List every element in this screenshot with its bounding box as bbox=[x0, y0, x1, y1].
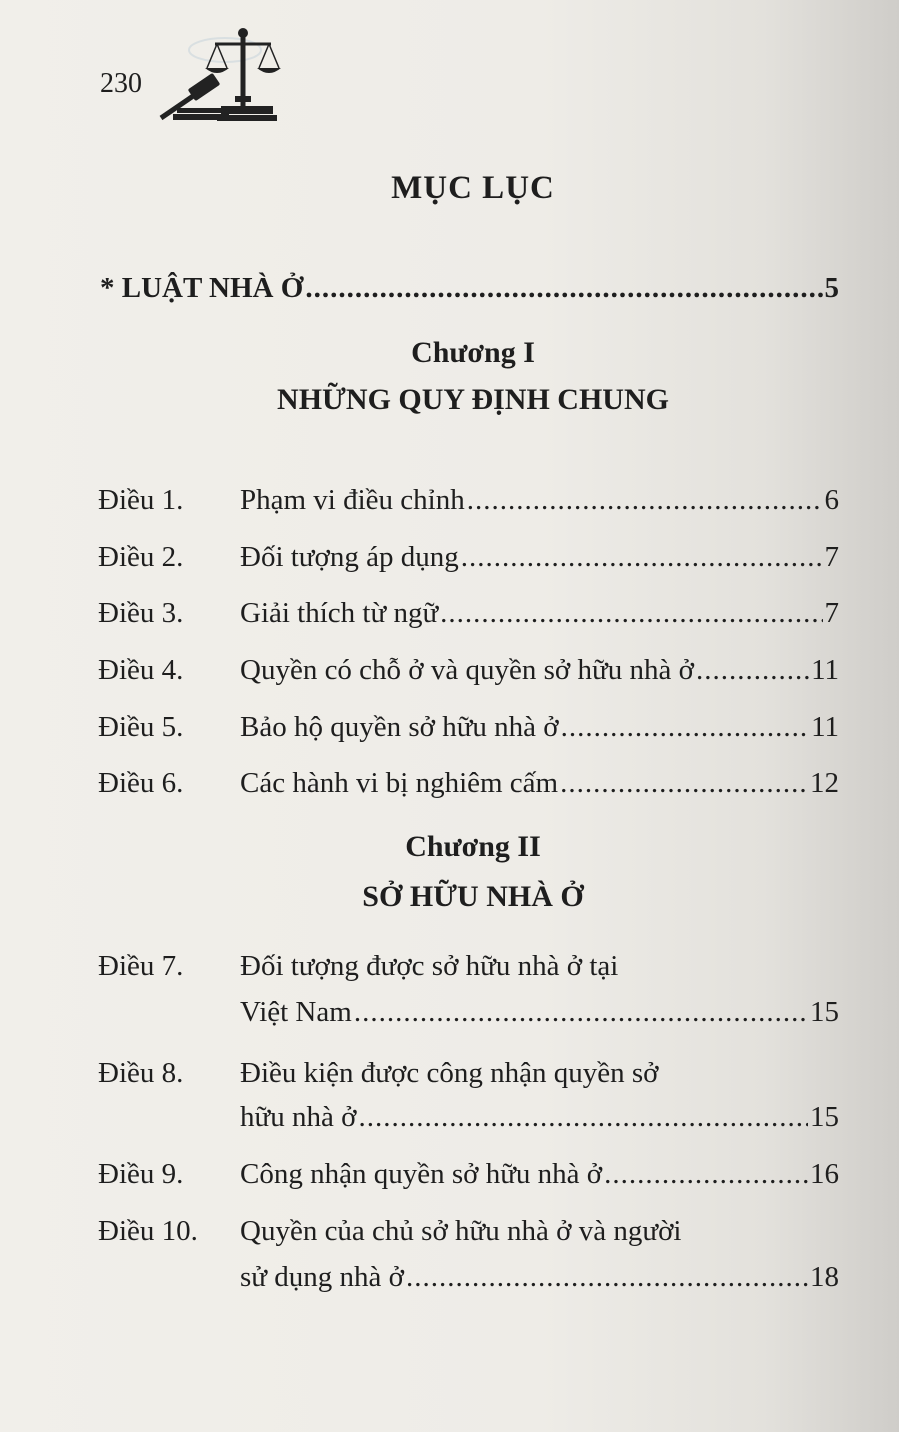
toc-entry-part[interactable] bbox=[100, 270, 839, 306]
article-number: Điều 4. bbox=[98, 654, 184, 686]
table-of-contents-title: MỤC LỤC bbox=[391, 170, 555, 206]
page-number: 230 bbox=[100, 68, 142, 99]
article-title: Phạm vi điều chỉnh bbox=[240, 484, 465, 516]
article-page: 7 bbox=[824, 597, 839, 629]
dot-leader bbox=[440, 595, 822, 631]
dot-leader bbox=[467, 482, 823, 518]
scales-of-justice-gavel-icon bbox=[155, 22, 285, 122]
article-title-line-2: sử dụng nhà ở bbox=[240, 1261, 404, 1293]
article-title-line-2: Việt Nam bbox=[240, 996, 352, 1028]
dot-leader bbox=[604, 1156, 808, 1192]
toc-entry-article-10[interactable] bbox=[98, 1213, 839, 1303]
article-number: Điều 10. bbox=[98, 1215, 198, 1247]
article-page: 11 bbox=[811, 711, 839, 743]
article-number: Điều 1. bbox=[98, 484, 184, 516]
article-number: Điều 7. bbox=[98, 950, 184, 982]
chapter-1-number: Chương I bbox=[411, 336, 535, 369]
article-title-line-1: Đối tượng được sở hữu nhà ở tại bbox=[240, 950, 619, 982]
dot-leader bbox=[305, 270, 822, 306]
chapter-1-title: NHỮNG QUY ĐỊNH CHUNG bbox=[277, 383, 669, 416]
chapter-2-title: SỞ HỮU NHÀ Ở bbox=[362, 880, 584, 913]
dot-leader bbox=[560, 765, 808, 801]
article-page: 11 bbox=[811, 654, 839, 686]
article-page: 16 bbox=[810, 1158, 839, 1190]
article-title: Đối tượng áp dụng bbox=[240, 541, 459, 573]
article-title-line-1: Điều kiện được công nhận quyền sở bbox=[240, 1057, 659, 1089]
article-page: 15 bbox=[810, 1101, 839, 1133]
article-title-line-2: hữu nhà ở bbox=[240, 1101, 357, 1133]
article-page: 18 bbox=[810, 1261, 839, 1293]
article-title: Công nhận quyền sở hữu nhà ở bbox=[240, 1158, 603, 1190]
article-title: Giải thích từ ngữ bbox=[240, 597, 439, 629]
article-number: Điều 2. bbox=[98, 541, 184, 573]
part-page: 5 bbox=[824, 272, 839, 304]
article-number: Điều 3. bbox=[98, 597, 184, 629]
article-page: 7 bbox=[824, 541, 839, 573]
article-title-line-1: Quyền của chủ sở hữu nhà ở và người bbox=[240, 1215, 682, 1247]
article-number: Điều 8. bbox=[98, 1057, 184, 1089]
part-title: * LUẬT NHÀ Ở bbox=[100, 272, 304, 304]
article-title: Bảo hộ quyền sở hữu nhà ở bbox=[240, 711, 559, 743]
chapter-2-number: Chương II bbox=[405, 830, 541, 863]
article-title: Các hành vi bị nghiêm cấm bbox=[240, 767, 559, 799]
dot-leader bbox=[696, 652, 809, 688]
article-title: Quyền có chỗ ở và quyền sở hữu nhà ở bbox=[240, 654, 694, 686]
article-page: 12 bbox=[810, 767, 839, 799]
dot-leader bbox=[354, 994, 808, 1030]
toc-entry-article-8[interactable] bbox=[98, 1055, 839, 1145]
article-number: Điều 9. bbox=[98, 1158, 184, 1190]
article-page: 6 bbox=[824, 484, 839, 516]
dot-leader bbox=[561, 709, 809, 745]
toc-entry-article-7[interactable] bbox=[98, 948, 839, 1038]
article-number: Điều 5. bbox=[98, 711, 184, 743]
dot-leader bbox=[358, 1099, 808, 1135]
dot-leader bbox=[461, 539, 823, 575]
dot-leader bbox=[406, 1259, 808, 1295]
article-page: 15 bbox=[810, 996, 839, 1028]
article-number: Điều 6. bbox=[98, 767, 184, 799]
